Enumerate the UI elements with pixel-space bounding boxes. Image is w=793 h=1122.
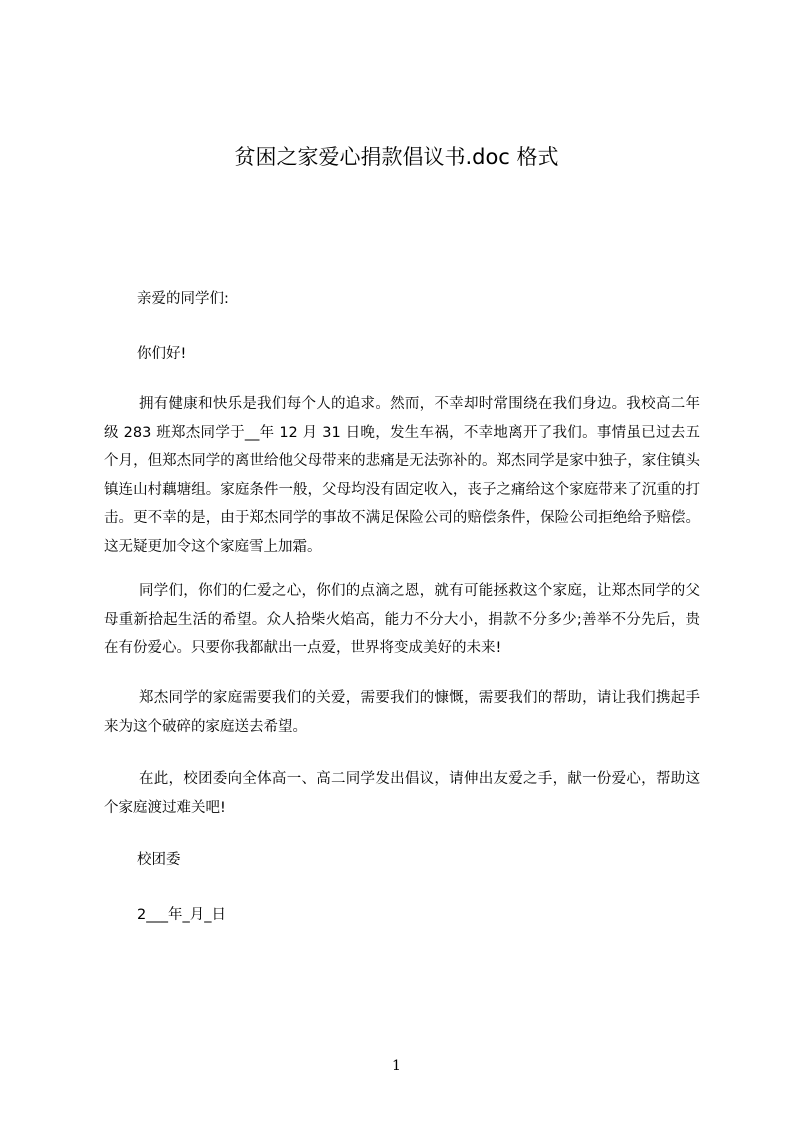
document-title: 贫困之家爱心捐款倡议书.doc 格式 [234, 145, 559, 169]
signature: 校团委 [137, 852, 181, 868]
greeting: 你们好! [137, 346, 187, 362]
paragraph-3: 郑杰同学的家庭需要我们的关爱，需要我们的慷慨，需要我们的帮助，请让我们携起手来为这个破碎的家庭送去希望。 [104, 690, 700, 735]
paragraph-4: 在此，校团委向全体高一、高二同学发出倡议，请伸出友爱之手，献一份爱心，帮助这个家庭渡过难关吧! [104, 771, 700, 816]
date-line: 2___年_月_日 [137, 907, 226, 923]
paragraph-2: 同学们，你们的仁爱之心，你们的点滴之恩，就有可能拯救这个家庭，让郑杰同学的父母重新拾起生活的希望。众人拾柴火焰高，能力不分大小，捐款不分多少;善举不分先后，贵在有份爱心。只要你我都献出一点爱，世界将变成美好的未来! [104, 583, 700, 656]
page-number: 1 [392, 1058, 401, 1074]
paragraph-1: 拥有健康和快乐是我们每个人的追求。然而，不幸却时常围绕在我们身边。我校高二年级 283 班郑杰同学于__年 12 月 31 日晚，发生车祸，不幸地离开了我们。事情虽已过去五个月，但郑杰同学的离世给他父母带来的悲痛是无法弥补的。郑杰同学是家中独子，家住镇头镇连山村藕塘组。家庭条件一般，父母均没有固定收入，丧子之痛给这个家庭带来了沉重的打击。更不幸的是，由于郑杰同学的事故不满足保险公司的赔偿条件，保险公司拒绝给予赔偿。这无疑更加令这个家庭雪上加霜。 [104, 396, 700, 555]
salutation: 亲爱的同学们: [137, 291, 229, 307]
